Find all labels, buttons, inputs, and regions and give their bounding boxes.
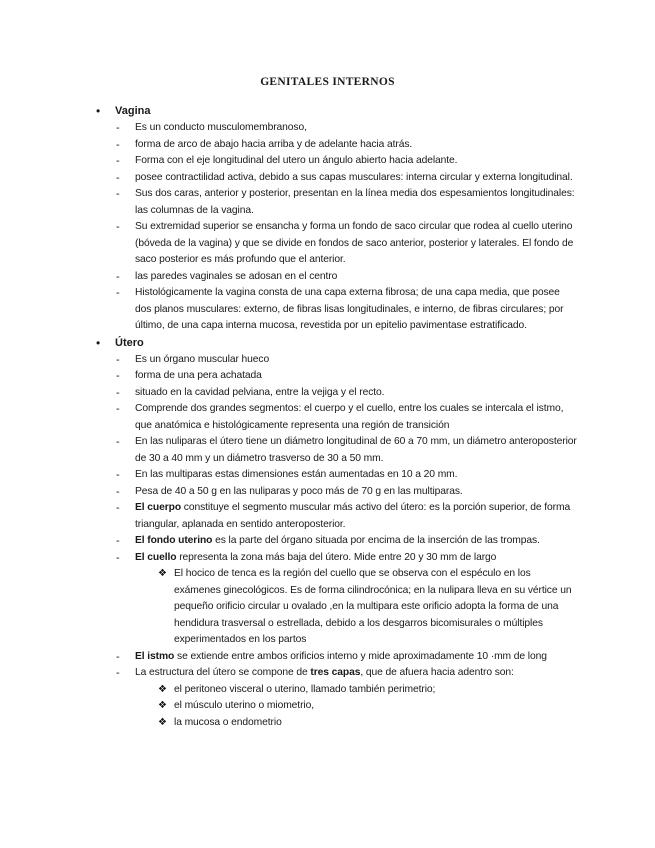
list-item xyxy=(0,368,655,385)
list-item-text xyxy=(135,467,577,484)
document-title: GENITALES INTERNOS xyxy=(260,76,395,88)
text-run: las paredes vaginales se adosan en el centro xyxy=(135,270,338,282)
list-item xyxy=(0,269,655,286)
text-run: Es un órgano muscular hueco xyxy=(135,353,270,365)
text-run: , que de afuera hacia adentro son: xyxy=(360,667,514,678)
text-run: Sus dos caras, anterior y posterior, presentan en la línea media dos espesamientos longitudinales: las columnas de la vagina. xyxy=(135,188,575,216)
list-item xyxy=(0,170,655,187)
list-item-text xyxy=(135,385,577,402)
dash-marker: - xyxy=(116,270,120,283)
sub-list-item xyxy=(0,698,655,715)
list-item-text xyxy=(135,352,577,369)
sub-list-item xyxy=(0,715,655,732)
text-run: situado en la cavidad pelviana, entre la vejiga y el recto. xyxy=(135,386,385,398)
section-heading xyxy=(0,103,655,120)
dash-marker: - xyxy=(116,155,120,167)
text-run: Comprende dos grandes segmentos: el cuerpo y el cuello, entre los cuales se intercala el istmo, que anatómica e histológicamente representa una región de transición xyxy=(135,403,564,431)
text-run: constituye el segmento muscular más activo del útero: es la porción superior, de forma triangular, aplanada en sentido anteroposterior. xyxy=(135,502,571,530)
list-item xyxy=(0,649,655,666)
text-run: Su extremidad superior se ensancha y forma un fondo de saco circular que rodea al cuello uterino (bóveda de la vagina) y que se divide en fondos de saco anterior, posterior y laterales. El fondo de saco posterior es más profundo que el anterior. xyxy=(135,221,574,265)
dash-marker: - xyxy=(116,353,120,366)
bullet-dot-icon: • xyxy=(96,335,101,350)
sub-list-item xyxy=(0,566,655,649)
list-item xyxy=(0,467,655,484)
text-run: se extiende entre ambos orificios interno y mide aproximadamente 10 ·mm de long xyxy=(174,650,547,662)
list-item xyxy=(0,484,655,501)
list-item-text xyxy=(135,484,577,501)
list-item xyxy=(0,500,655,533)
dash-marker: - xyxy=(116,370,120,382)
list-item-text xyxy=(135,120,577,137)
bold-term: El fondo uterino xyxy=(135,535,213,546)
list-item-text xyxy=(135,649,577,666)
dash-marker: - xyxy=(116,221,120,233)
list-item-text xyxy=(135,219,577,269)
list-item-text xyxy=(135,401,577,434)
dash-marker: - xyxy=(116,171,120,184)
bold-term: El cuerpo xyxy=(135,502,182,513)
list-item-text xyxy=(135,153,577,170)
list-item-text xyxy=(135,500,577,533)
bullet-dot-icon: • xyxy=(96,104,101,118)
text-run: representa la zona más baja del útero. Mide entre 20 y 30 mm de largo xyxy=(176,551,497,563)
list-item xyxy=(0,665,655,682)
dash-marker: - xyxy=(116,667,120,679)
list-item-text xyxy=(135,269,577,286)
list-item-text xyxy=(135,368,577,385)
dash-marker: - xyxy=(116,551,120,564)
text-run: es la parte del órgano situada por encima de la inserción de las trompas. xyxy=(212,535,540,546)
bold-term: El cuello xyxy=(135,551,177,563)
diamond-bullet-icon: ❖ xyxy=(158,568,167,579)
list-item-text xyxy=(135,285,577,335)
sub-list-item-text: la mucosa o endometrio xyxy=(174,716,282,728)
list-item xyxy=(0,401,655,434)
dash-marker: - xyxy=(116,436,120,448)
list-item-text xyxy=(135,665,577,682)
list-item xyxy=(0,137,655,154)
text-run: La estructura del útero se compone de xyxy=(135,667,311,678)
sub-list-item-text: el peritoneo visceral o uterino, llamado también perimetrio; xyxy=(174,683,436,695)
dash-marker: - xyxy=(116,650,120,663)
document-body xyxy=(0,103,655,731)
section-heading xyxy=(0,335,655,352)
text-run: Forma con el eje longitudinal del utero un ángulo abierto hacia adelante. xyxy=(135,155,458,166)
list-item-text xyxy=(135,434,577,467)
sub-list-item-text: el músculo uterino o miometrio, xyxy=(174,700,314,711)
dash-marker: - xyxy=(116,138,120,151)
bold-term: tres capas xyxy=(310,667,361,678)
text-run: Pesa de 40 a 50 g en las nuliparas y poco más de 70 g en las multiparas. xyxy=(135,485,463,497)
section-label: Útero xyxy=(115,336,144,349)
diamond-bullet-icon: ❖ xyxy=(158,683,167,695)
text-run: forma de una pera achatada xyxy=(135,370,262,381)
sub-list-item-text: El hocico de tenca es la región del cuello que se observa con el espéculo en los exámenes ginecológicos. Es de forma cilindrocónica; en la nulipara lleva en su vértice un pequeño orificio circular u ovalado ,en la multipara este orificio adopta la forma de una hendidura trasversal o estrellada, debido a los desgarros bicomisurales o múltiples experimentados en los partos xyxy=(174,568,572,645)
list-item xyxy=(0,550,655,567)
list-item xyxy=(0,434,655,467)
text-run: forma de arco de abajo hacia arriba y de adelante hacia atrás. xyxy=(135,138,413,150)
text-run: En las multiparas estas dimensiones están aumentadas en 10 a 20 mm. xyxy=(135,469,458,480)
list-item-text xyxy=(135,550,577,567)
bold-term: El istmo xyxy=(135,650,175,662)
section-label: Vagina xyxy=(115,105,151,117)
dash-marker: - xyxy=(116,502,120,514)
diamond-bullet-icon: ❖ xyxy=(158,700,167,711)
dash-marker: - xyxy=(116,287,120,299)
dash-marker: - xyxy=(116,469,120,481)
dash-marker: - xyxy=(116,188,120,200)
sub-list-item xyxy=(0,682,655,699)
list-item-text xyxy=(135,186,577,219)
list-item-text xyxy=(135,137,577,154)
list-item xyxy=(0,533,655,550)
list-item xyxy=(0,285,655,335)
text-run: posee contractilidad activa, debido a sus capas musculares: interna circular y externa longitudinal. xyxy=(135,171,573,183)
list-item xyxy=(0,352,655,369)
dash-marker: - xyxy=(116,122,120,134)
list-item xyxy=(0,186,655,219)
list-item-text xyxy=(135,170,577,187)
text-run: Histológicamente la vagina consta de una capa externa fibrosa; de una capa media, que posee dos planos musculares: externo, de fibras lisas longitudinales, e interno, de fibras circulares; por último, de una capa interna mucosa, revestida por un epitelio pavimentase estratificado. xyxy=(135,287,564,331)
list-item xyxy=(0,385,655,402)
dash-marker: - xyxy=(116,386,120,399)
text-run: En las nuliparas el útero tiene un diámetro longitudinal de 60 a 70 mm, un diámetro anteroposterior de 30 a 40 mm y un diámetro trasverso de 30 a 50 mm. xyxy=(135,436,577,464)
dash-marker: - xyxy=(116,485,120,498)
text-run: Es un conducto musculomembranoso, xyxy=(135,122,307,133)
list-item-text xyxy=(135,533,577,550)
list-item xyxy=(0,219,655,269)
diamond-bullet-icon: ❖ xyxy=(158,716,167,728)
list-item xyxy=(0,153,655,170)
dash-marker: - xyxy=(116,535,120,547)
list-item xyxy=(0,120,655,137)
dash-marker: - xyxy=(116,403,120,415)
